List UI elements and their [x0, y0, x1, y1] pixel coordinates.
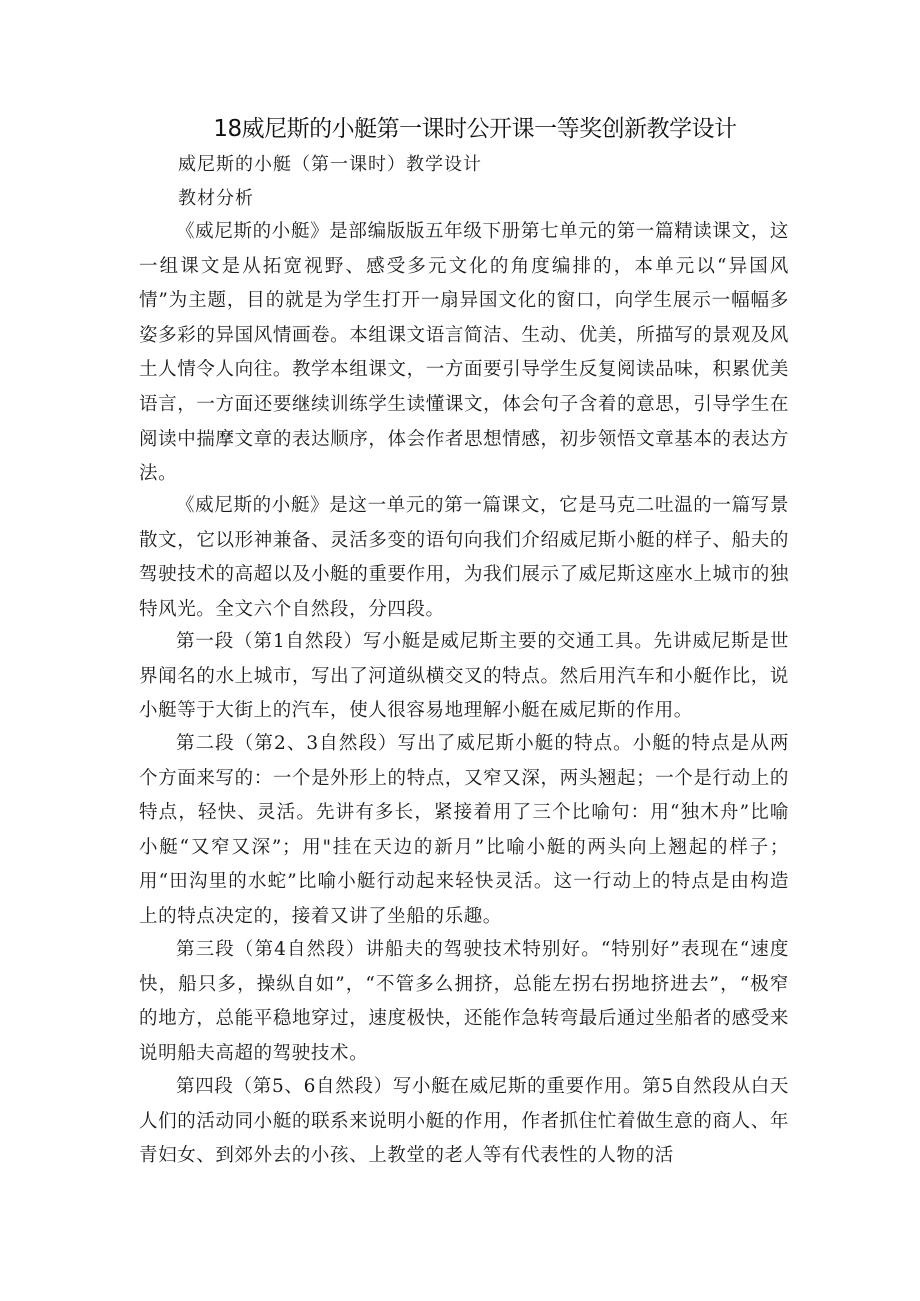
document-subtitle: 威尼斯的小艇（第一课时）教学设计 [178, 154, 482, 175]
paragraph-6: 第四段（第5、6自然段）写小艇在威尼斯的重要作用。第5自然段从白天人们的活动同小艇的联系来说明小艇的作用，作者抓住忙着做生意的商人、年青妇女、到郊外去的小孩、上教堂的老人等有代表性的人物的活 [139, 1076, 789, 1167]
paragraph-1: 《威尼斯的小艇》是部编版版五年级下册第七单元的第一篇精读课文，这一组课文是从拓宽视野、感受多元文化的角度编排的，本单元以“异国风情”为主题，目的就是为学生打开一扇异国文化的窗口，向学生展示一幅幅多姿多彩的异国风情画卷。本组课文语言简洁、生动、优美，所描写的景观及风土人情令人向往。教学本组课文，一方面要引导学生反复阅读品味，积累优美语言，一方面还要继续训练学生读懂课文，体会句子含着的意思，引导学生在阅读中揣摩文章的表达顺序，体会作者思想情感，初步领悟文章基本的表达方法。 [139, 221, 789, 485]
document-title: 18威尼斯的小艇第一课时公开课一等奖创新教学设计 [213, 116, 737, 142]
paragraph-2: 《威尼斯的小艇》是这一单元的第一篇课文，它是马克二吐温的一篇写景散文，它以形神兼备、灵活多变的语句向我们介绍威尼斯小艇的样子、船夫的驾驶技术的高超以及小艇的重要作用，为我们展示了威尼斯这座水上城市的独特风光。全文六个自然段，分四段。 [139, 495, 789, 620]
paragraph-4: 第二段（第2、3自然段）写出了威尼斯小艇的特点。小艇的特点是从两个方面来写的：一个是外形上的特点，又窄又深，两头翘起；一个是行动上的特点，轻快、灵活。先讲有多长，紧接着用了三个比喻句：用“独木舟”比喻小艇“又窄又深”；用"挂在天边的新月”比喻小艇的两头向上翘起的样子；用“田沟里的水蛇”比喻小艇行动起来轻快灵活。这一行动上的特点是由构造上的特点决定的，接着又讲了坐船的乐趣。 [139, 733, 789, 927]
section-heading: 教材分析 [178, 188, 254, 209]
paragraph-3: 第一段（第1自然段）写小艇是威尼斯主要的交通工具。先讲威尼斯是世界闻名的水上城市，写出了河道纵横交叉的特点。然后用汽车和小艇作比，说小艇等于大街上的汽车，使人很容易地理解小艇在威尼斯的作用。 [139, 631, 789, 722]
paragraph-5: 第三段（第4自然段）讲船夫的驾驶技术特别好。“特别好”表现在“速度快，船只多，操纵自如”，“不管多么拥挤，总能左拐右拐地挤进去”，“极窄的地方，总能平稳地穿过，速度极快，还能作急转弯最后通过坐船者的感受来说明船夫高超的驾驶技术。 [139, 939, 789, 1064]
